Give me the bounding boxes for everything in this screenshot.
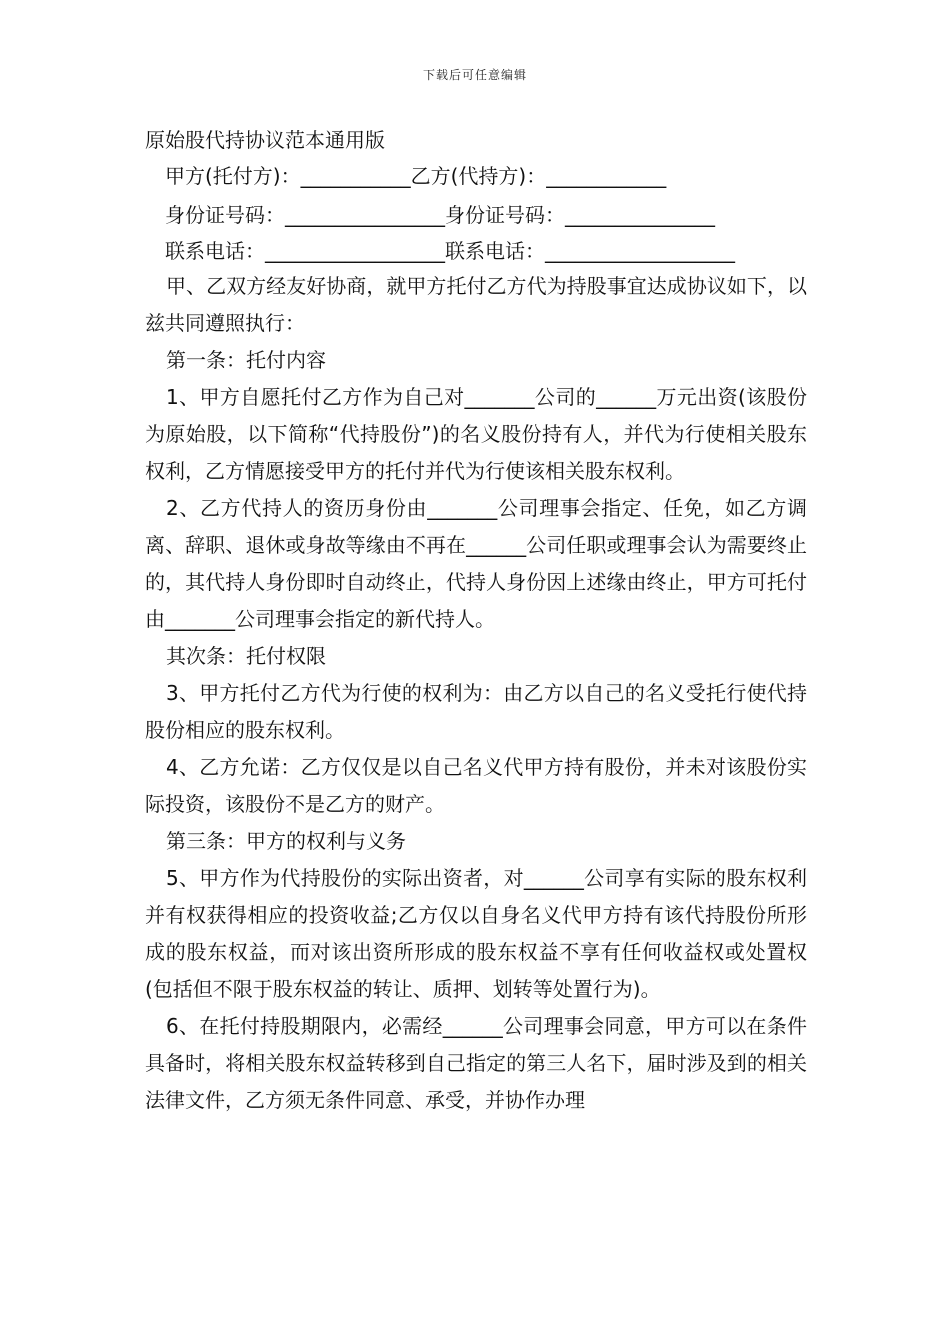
section-heading-1: 第一条：托付内容 (166, 348, 326, 372)
intro-paragraph: 甲、乙双方经友好协商，就甲方托付乙方代为持股事宜达成协议如下，以兹共同遵照执行： (145, 274, 807, 335)
agreement-body (145, 268, 807, 1119)
clause-5: 5、甲方作为代持股份的实际出资者，对______公司享有实际的股东权利并有权获得相应的投资收益;乙方仅以自身名义代甲方持有该代持股份所形成的股东权益，而对该出资所形成的股东权益不享有任何收益权或处置权(包括但不限于股东权益的转让、质押、划转等处置行为)。 (145, 866, 807, 1001)
document-title: 原始股代持协议范本通用版 (145, 128, 385, 152)
clause-4: 4、乙方允诺：乙方仅仅是以自己名义代甲方持有股份，并未对该股份实际投资，该股份不是乙方的财产。 (145, 755, 807, 816)
section-heading-3: 第三条：甲方的权利与义务 (166, 829, 406, 853)
clause-3: 3、甲方托付乙方代为行使的权利为：由乙方以自己的名义受托行使代持股份相应的股东权利。 (145, 681, 807, 742)
id-number-field-row: 身份证号码：________________身份证号码：_______________ (165, 203, 715, 227)
party-field-row: 甲方(托付方)：___________乙方(代持方)：____________ (165, 164, 667, 188)
clause-6: 6、在托付持股期限内，必需经______公司理事会同意，甲方可以在条件具备时，将相关股东权益转移到自己指定的第三人名下，届时涉及到的相关法律文件，乙方须无条件同意、承受，并协作办理 (145, 1014, 807, 1112)
clause-1: 1、甲方自愿托付乙方作为自己对_______公司的______万元出资(该股份为原始股，以下简称“代持股份”)的名义股份持有人，并代为行使相关股东权利，乙方情愿接受甲方的托付并代为行使该相关股东权利。 (145, 385, 807, 483)
phone-field-row: 联系电话：__________________联系电话：___________________ (165, 239, 735, 263)
clause-2: 2、乙方代持人的资历身份由_______公司理事会指定、任免，如乙方调离、辞职、退休或身故等缘由不再在______公司任职或理事会认为需要终止的，其代持人身份即时自动终止，代持人身份因上述缘由终止，甲方可托付由_______公司理事会指定的新代持人。 (145, 496, 807, 631)
section-heading-2: 其次条：托付权限 (166, 644, 326, 668)
header-note: 下载后可任意编辑 (422, 68, 527, 82)
